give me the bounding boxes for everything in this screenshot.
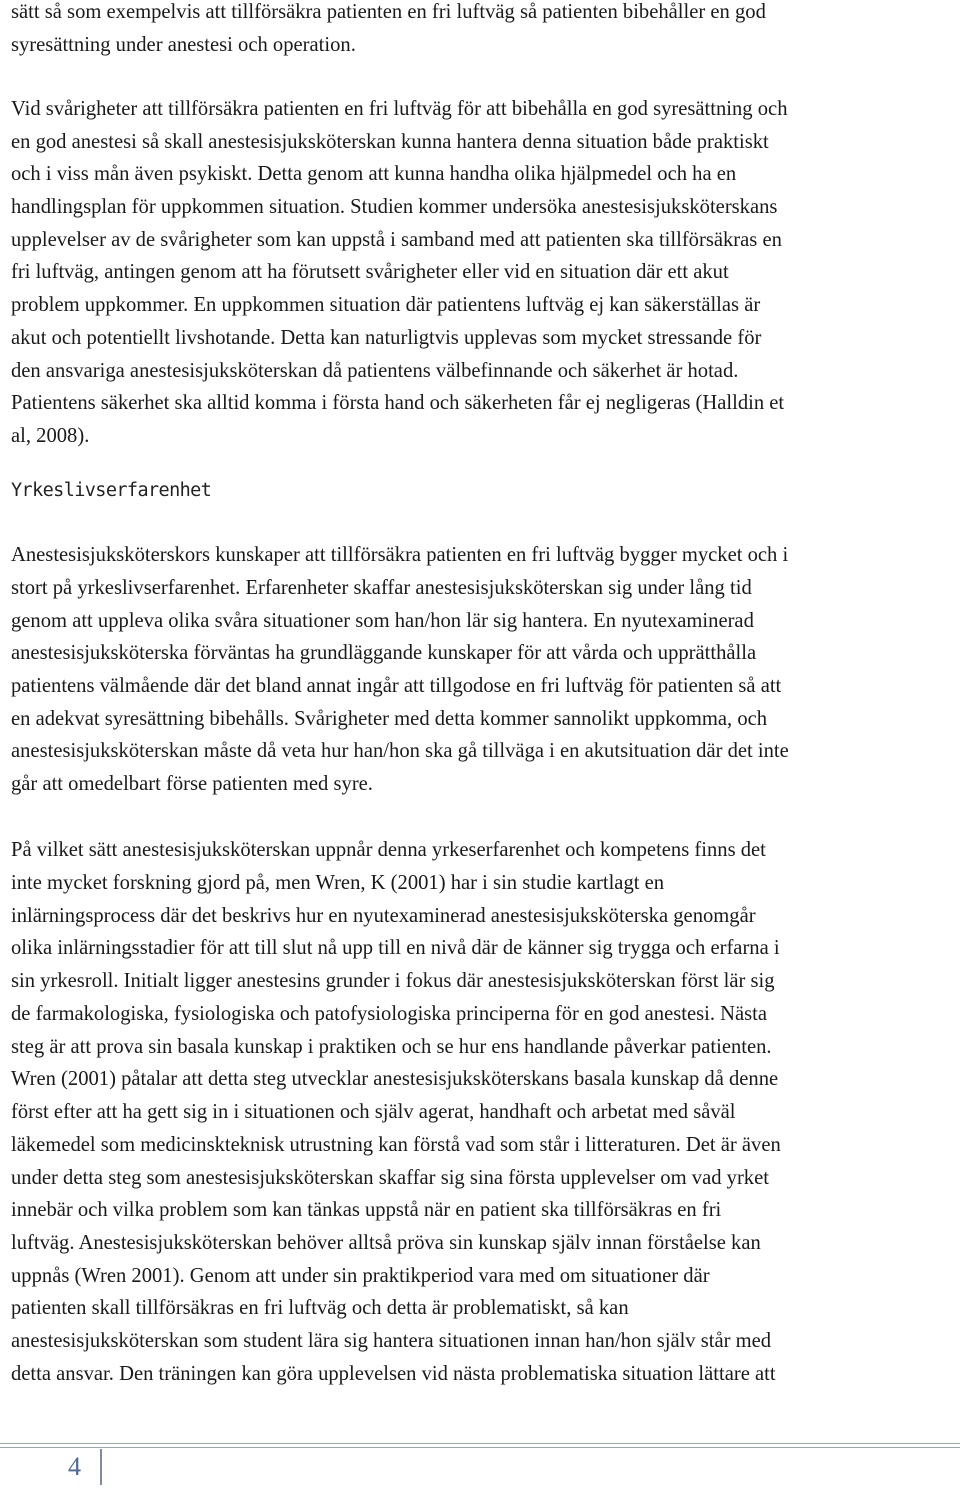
text-line: genom att uppleva olika svåra situationer som han/hon lär sig hantera. En nyutexaminerad [11,610,754,632]
text-line: På vilket sätt anestesisjuksköterskan uppnår denna yrkeserfarenhet och kompetens finns det [11,839,766,861]
text-line: problem uppkommer. En uppkommen situation där patientens luftväg ej kan säkerställas är [11,294,761,316]
text-line: detta ansvar. Den träningen kan göra upplevelsen vid nästa problematiska situation lättare att [11,1363,776,1385]
text-line: steg är att prova sin basala kunskap i praktiken och se hur ens handlande påverkar patienten. [11,1036,772,1058]
text-line: handlingsplan för uppkommen situation. Studien kommer undersöka anestesisjuksköterskans [11,196,778,218]
text-line: sin yrkesroll. Initialt ligger anestesins grunder i fokus där anestesisjuksköterskan först lär sig [11,970,775,992]
text-line: patienten skall tillförsäkras en fri luftväg och detta är problematiskt, så kan [11,1297,629,1319]
text-line: patientens välmående där det bland annat ingår att tillgodose en fri luftväg för patienten så att [11,675,782,697]
text-line: luftväg. Anestesisjuksköterskan behöver alltså pröva sin kunskap själv innan förståelse kan [11,1232,761,1254]
text-line: under detta steg som anestesisjuksköterskan skaffar sig sina första upplevelser om vad yrket [11,1167,769,1189]
text-line: anestesisjuksköterskan måste då veta hur han/hon ska gå tillväga i en akutsituation där det inte [11,740,789,762]
text-line: Patientens säkerhet ska alltid komma i första hand och säkerheten får ej negligeras (Halldin et [11,392,785,414]
text-line: fri luftväg, antingen genom att ha förutsett svårigheter eller vid en situation där ett akut [11,261,729,283]
text-line: och i viss mån även psykiskt. Detta genom att kunna handha olika hjälpmedel och ha en [11,163,737,185]
text-line: inte mycket forskning gjord på, men Wren, K (2001) har i sin studie kartlagt en [11,872,665,894]
text-line: anestesisjuksköterskan som student lära sig hantera situationen innan han/hon själv står med [11,1330,772,1352]
text-line: akut och potentiellt livshotande. Detta kan naturligtvis upplevas som mycket stressande för [11,327,762,349]
page-number-divider [100,1449,102,1485]
text-line: en adekvat syresättning bibehålls. Svårigheter med detta kommer sannolikt uppkomma, och [11,708,768,730]
text-line: syresättning under anestesi och operation. [11,34,356,56]
text-line: upplevelser av de svårigheter som kan uppstå i samband med att patienten ska tillförsäkras en [11,229,782,251]
text-line: Anestesisjuksköterskors kunskaper att tillförsäkra patienten en fri luftväg bygger mycket och i [11,544,789,566]
text-line: al, 2008). [11,425,90,447]
text-line: stort på yrkeslivserfarenhet. Erfarenheter skaffar anestesisjuksköterskan sig under lång tid [11,577,752,599]
text-line: först efter att ha gett sig in i situationen och själv agerat, handhaft och arbetat med såväl [11,1101,736,1123]
text-line: uppnås (Wren 2001). Genom att under sin praktikperiod vara med om situationer där [11,1265,710,1287]
footer-rule [0,1443,960,1448]
section-heading: Yrkeslivserfarenhet [11,480,212,501]
text-line: Vid svårigheter att tillförsäkra patienten en fri luftväg för att bibehålla en god syresättning och [11,98,788,120]
text-line: Wren (2001) påtalar att detta steg utvecklar anestesisjuksköterskans basala kunskap då denne [11,1068,779,1090]
text-line: olika inlärningsstadier för att till slut nå upp till en nivå där de känner sig trygga och erfarna i [11,937,780,959]
text-line: sätt så som exempelvis att tillförsäkra patienten en fri luftväg så patienten bibehåller en god [11,1,766,23]
text-line: en god anestesi så skall anestesisjuksköterskan kunna hantera denna situation både praktiskt [11,131,769,153]
text-line: anestesisjuksköterska förväntas ha grundläggande kunskaper för att vårda och upprätthålla [11,642,757,664]
page-number: 4 [68,1452,81,1481]
text-line: går att omedelbart förse patienten med syre. [11,773,373,795]
text-line: inlärningsprocess där det beskrivs hur en nyutexaminerad anestesisjuksköterska genomgår [11,905,756,927]
text-line: de farmakologiska, fysiologiska och patofysiologiska principerna för en god anestesi. Nästa [11,1003,768,1025]
text-line: den ansvariga anestesisjuksköterskan då patientens välbefinnande och säkerhet är hotad. [11,360,739,382]
text-line: läkemedel som medicinskteknisk utrustning kan förstå vad som står i litteraturen. Det är även [11,1134,781,1156]
text-line: innebär och vilka problem som kan tänkas uppstå när en patient ska tillförsäkras en fri [11,1199,722,1221]
